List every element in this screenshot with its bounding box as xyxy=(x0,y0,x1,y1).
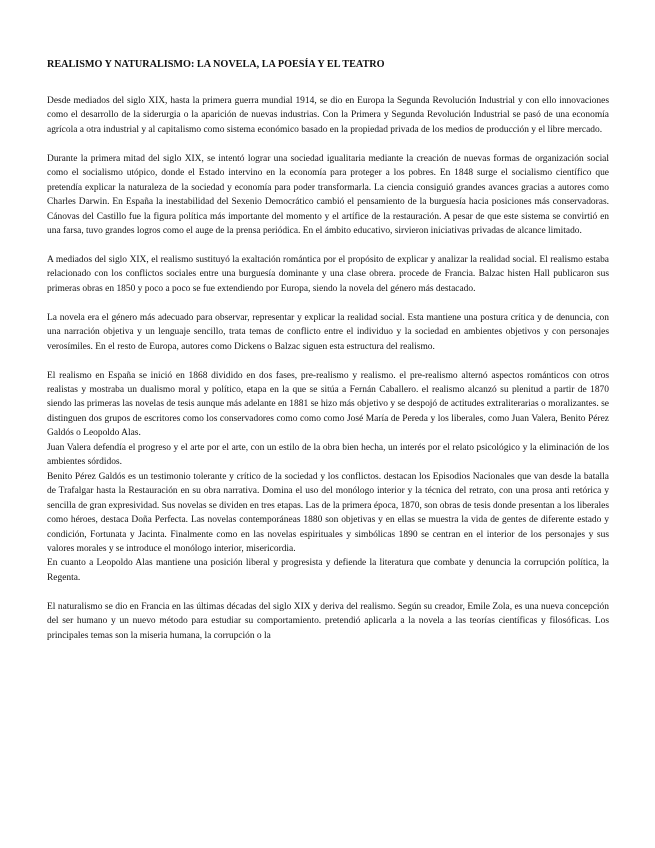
paragraph-juan-valera: Juan Valera defendía el progreso y el arte por el arte, con un estilo de la obra bien hecha, un interés por el relato psicológico y la eliminación de los ambientes sórdidos. xyxy=(47,442,609,468)
document-title: REALISMO Y NATURALISMO: LA NOVELA, LA POESÍA Y EL TEATRO xyxy=(47,59,385,70)
paragraph-leopoldo-alas: En cuanto a Leopoldo Alas mantiene una posición liberal y progresista y defiende la literatura que combate y denuncia la corrupción política, la Regenta. xyxy=(47,558,609,583)
paragraph-social-context: Durante la primera mitad del siglo XIX, se intentó lograr una sociedad igualitaria mediante la creación de nuevas formas de organización social como el socialismo utópico, donde el Estado intervino en la economía para proteger a los pobres. En 1848 surge el socialismo científico que pretendía explicar la naturaleza de la sociedad y economía para poder transformarla. La ciencia consiguió grandes avances gracias a autores como Charles Darwin. En España la inestabilidad del Sexenio Democrático cambió el pensamiento de la burguesía hacia posiciones más conservadoras. Cánovas del Castillo fue la figura política más importante del momento y el artífice de la restauración. A pesar de que este sistema se convirtió en una farsa, tuvo grandes logros como el auge de la prensa periódica. En el ámbito educativo, sirvieron iniciativas privadas de alcance limitado. xyxy=(47,153,609,237)
paragraph-perez-galdos: Benito Pérez Galdós es un testimonio tolerante y crítico de la sociedad y los conflictos. destacan los Episodios Nacionales que van desde la batalla de Trafalgar hasta la Restauración en su obra narrativa. Domina el uso del monólogo interior y la técnica del retrato, con una prosa anti retórica y sencilla de gran expresividad. Sus novelas se dividen en tres etapas. Las de la primera época, 1870, son obras de tesis donde presentan a los liberales como héroes, destaca Doña Perfecta. Las novelas contemporáneas 1880 son objetivas y en ellas se muestra la vida de gentes de diferente estado y condición, Fortunata y Jacinta. Finalmente como en las novelas espirituales y simbólicas 1890 se centran en el interior de los personajes y sus valores morales y se introduce el monólogo interior, misericordia. xyxy=(47,471,609,554)
document-body xyxy=(47,58,609,658)
paragraph-realist-novel: La novela era el género más adecuado para observar, representar y explicar la realidad social. Esta mantiene una postura crítica y de denuncia, con una narración objetiva y un lenguaje sencillo, trata temas de conflicto entre el individuo y la sociedad en ambientes objetivos y con personajes verosímiles. En el resto de Europa, autores como Dickens o Balzac siguen esta estructura del realismo. xyxy=(47,312,609,352)
paragraph-realism-origin: A mediados del siglo XIX, el realismo sustituyó la exaltación romántica por el propósito de explicar y analizar la realidad social. El realismo estaba relacionado con los conflictos sociales entre una burguesía dominante y una clase obrera. procede de Francia. Balzac histen Hall publicaron sus primeras obras en 1850 y poco a poco se fue extendiendo por Europa, siendo la novela del género más destacado. xyxy=(47,254,609,294)
paragraph-naturalism: El naturalismo se dio en Francia en las últimas décadas del siglo XIX y deriva del realismo. Según su creador, Emile Zola, es una nueva concepción del ser humano y un nuevo método para estudiar su comportamiento. pretendió aplicarla a la novela a las teorías científicas y filosóficas. Los principales temas son la miseria humana, la corrupción o la xyxy=(47,601,609,641)
paragraph-realism-spain: El realismo en España se inició en 1868 dividido en dos fases, pre-realismo y realismo. el pre-realismo alternó aspectos románticos con otros realistas y mostraba un dualismo moral y político, etapa en la que se sitúa a Fernán Caballero. el realismo alcanzó su plenitud a partir de 1870 siendo las primeras las novelas de tesis aunque más adelante en 1881 se hizo más objetivo y se despojó de actitudes extraliterarias o moralizantes. se distinguen dos grupos de escritores como los conservadores como como como José María de Pereda y los liberales, como Juan Valera, Benito Pérez Galdós o Leopoldo Alas. xyxy=(47,370,609,439)
paragraph-industrial-revolution: Desde mediados del siglo XIX, hasta la primera guerra mundial 1914, se dio en Europa la Segunda Revolución Industrial y con ello innovaciones como el desarrollo de la siderurgia o la aparición de nuevas industrias. Con la Primera y Segunda Revolución Industrial se pasó de una economía agrícola a otra industrial y al capitalismo como sistema económico basado en la propiedad privada de los medios de producción y el libre mercado. xyxy=(47,96,609,135)
